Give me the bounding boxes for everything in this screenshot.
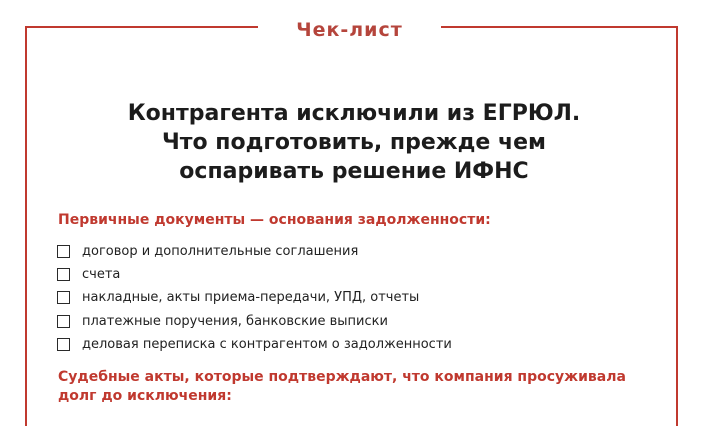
checklist-item-label: накладные, акты приема-передачи, УПД, отчеты: [82, 290, 420, 306]
section-heading-line-1: Судебные акты, которые подтверждают, что компания просуживала: [58, 369, 626, 385]
title-line-3: оспаривать решение ИФНС: [179, 159, 529, 184]
section-heading-line-2: долг до исключения:: [58, 388, 232, 404]
title-line-1: Контрагента исключили из ЕГРЮЛ.: [127, 101, 581, 126]
checklist-item[interactable]: [57, 310, 452, 333]
checklist-item-label: платежные поручения, банковские выписки: [82, 313, 388, 329]
checkbox[interactable]: [57, 245, 70, 258]
page-title: [80, 99, 628, 186]
checklist-primary-documents: [57, 240, 452, 356]
checklist-item-label: счета: [82, 267, 121, 283]
checklist-item[interactable]: [57, 263, 452, 286]
checklist-tag: Чек-лист: [258, 14, 441, 46]
checkbox[interactable]: [57, 291, 70, 304]
checklist-item[interactable]: [57, 286, 452, 309]
title-line-2: Что подготовить, прежде чем: [162, 130, 546, 155]
checklist-item[interactable]: [57, 240, 452, 263]
checkbox[interactable]: [57, 268, 70, 281]
checkbox[interactable]: [57, 315, 70, 328]
checklist-item[interactable]: [57, 333, 452, 356]
checkbox[interactable]: [57, 338, 70, 351]
checklist-item-label: деловая переписка с контрагентом о задолженности: [82, 336, 452, 352]
section-heading-court-acts: [58, 368, 658, 406]
checklist-item-label: договор и дополнительные соглашения: [82, 244, 359, 260]
section-heading-primary-documents: Первичные документы — основания задолженности:: [58, 212, 491, 228]
